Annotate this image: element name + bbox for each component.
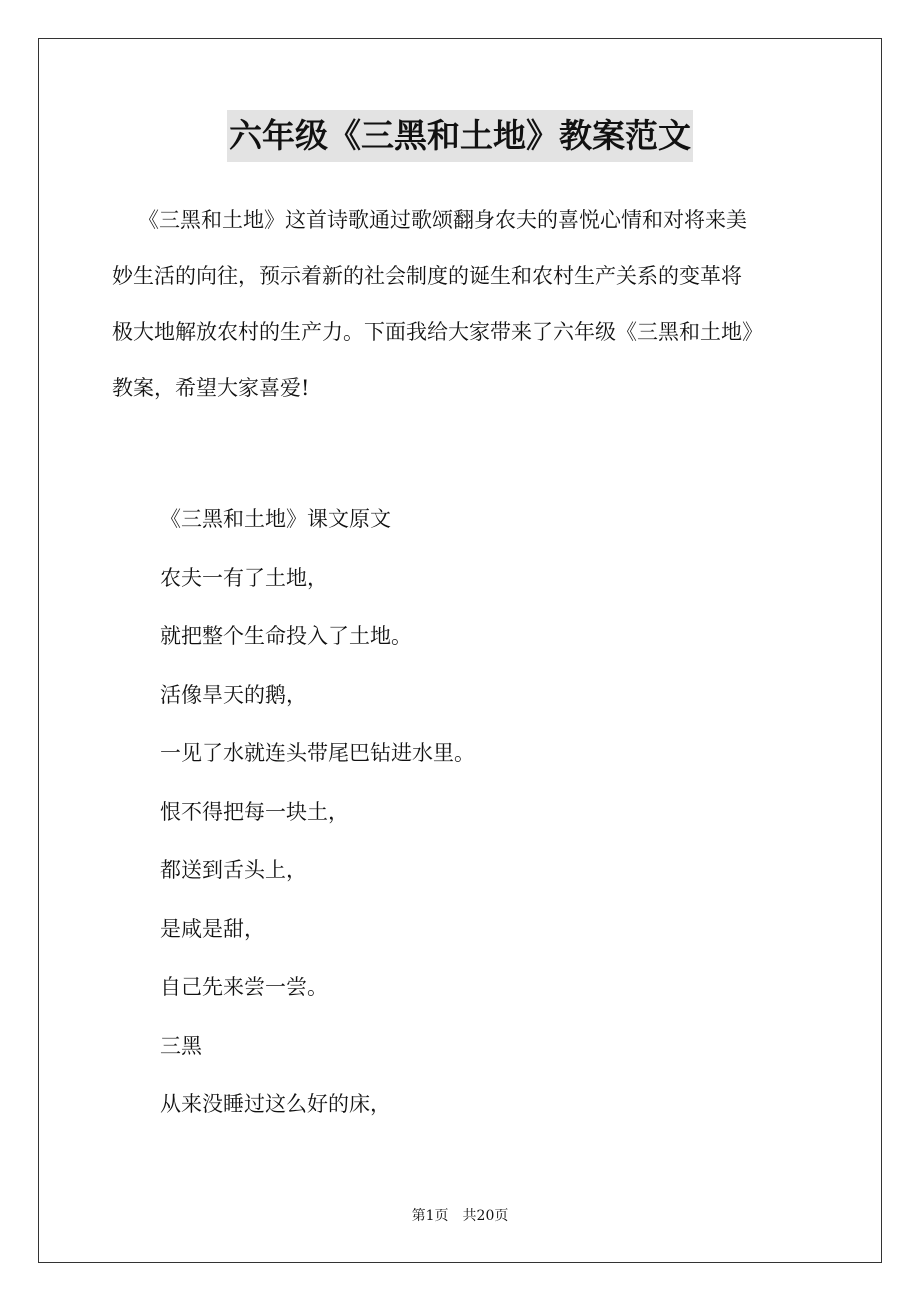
poem-line: 恨不得把每一块土， [160,799,349,824]
section-heading: 《三黑和土地》课文原文 [160,507,391,531]
poem-line: 农夫一有了土地， [160,565,328,590]
intro-paragraph [112,192,832,416]
page-total: 共20页 [462,1208,509,1224]
poem-line: 一见了水就连头带尾巴钻进水里。 [160,741,475,765]
poem-line: 三黑 [160,1033,202,1058]
poem-line: 从来没睡过这么好的床， [160,1092,391,1116]
poem-line: 活像旱天的鹅， [160,682,307,707]
page-footer [0,1205,920,1225]
document-title: 六年级《三黑和土地》教案范文 [227,110,693,162]
intro-line: 妙生活的向往，预示着新的社会制度的诞生和农村生产关系的变革将 [112,264,742,288]
poem-line: 就把整个生命投入了土地。 [160,624,412,648]
intro-line: 极大地解放农村的生产力。下面我给大家带来了六年级《三黑和土地》 [112,320,763,344]
intro-line: 《三黑和土地》这首诗歌通过歌颂翻身农夫的喜悦心情和对将来美 [138,208,747,232]
poem-section [160,490,800,1134]
title-container [0,110,920,162]
poem-line: 都送到舌头上， [160,858,307,882]
page-number: 第1页 [411,1208,449,1224]
poem-line: 自己先来尝一尝。 [160,975,328,999]
poem-line: 是咸是甜， [160,916,265,941]
intro-line: 教案，希望大家喜爱! [112,376,310,400]
